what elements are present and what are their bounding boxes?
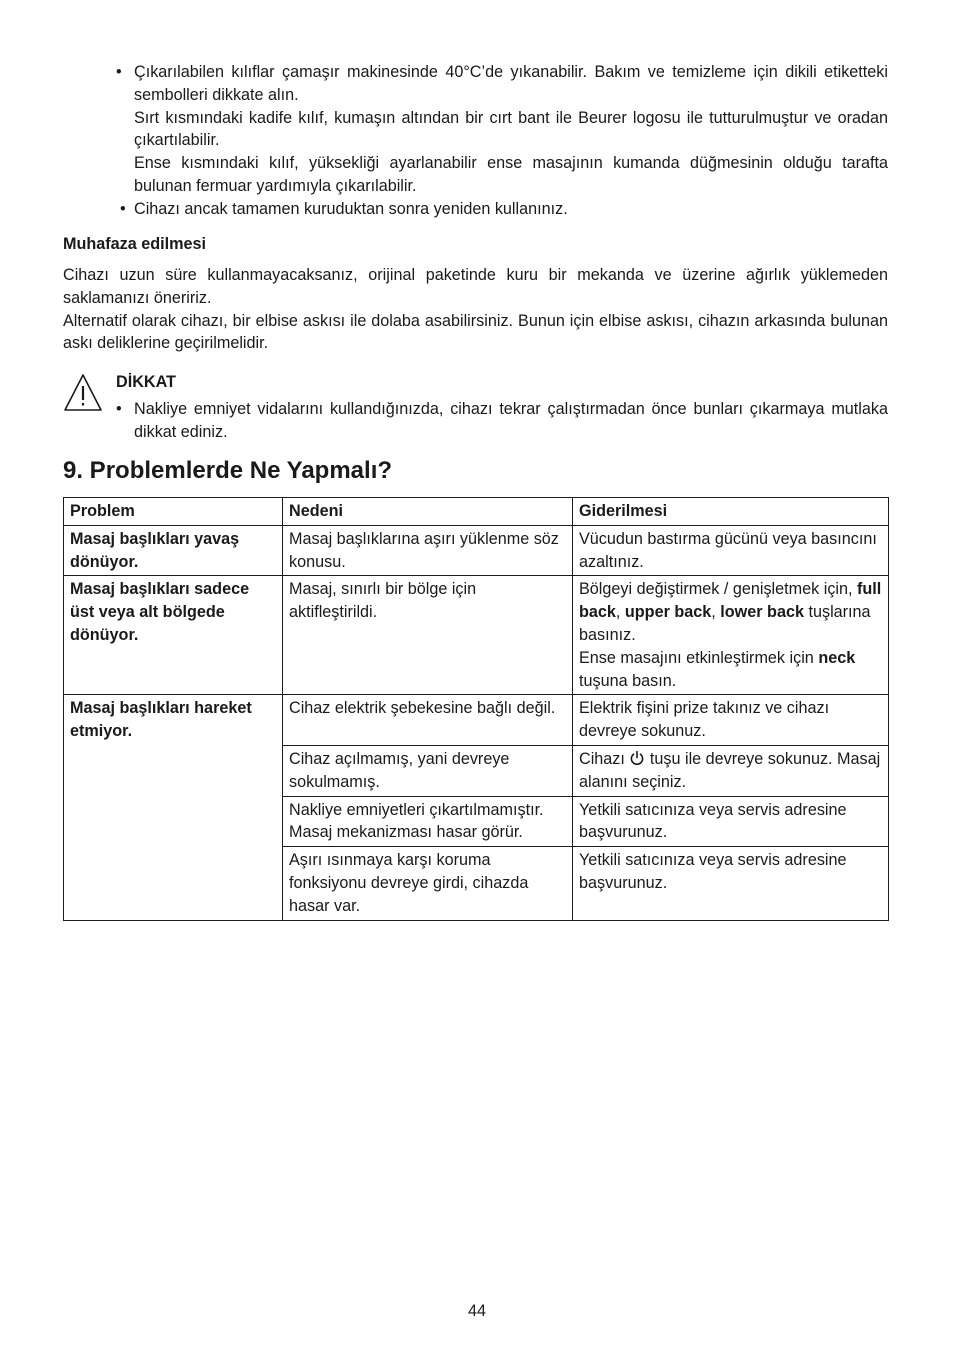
- header-cause: Nedeni: [283, 498, 573, 526]
- fix-cell: Vücudun bastırma gücünü veya basıncını azaltınız.: [573, 525, 889, 576]
- key-upper-back: upper back: [624, 603, 712, 622]
- fix-text: Bölgeyi değiştirmek / genişletmek için,: [579, 580, 853, 599]
- table-row: [64, 576, 889, 695]
- storage-paragraph-2: Alternatif olarak cihazı, bir elbise askısı ile dolaba asabilirsiniz. Bunun için elbise askısı, cihazın arkasında bulunan askı deliklerine geçirilmelidir.: [63, 311, 888, 353]
- page-number: 44: [467, 1302, 486, 1320]
- power-icon: [629, 750, 645, 766]
- fix-cell: Yetkili satıcınıza veya servis adresine başvurunuz.: [573, 847, 889, 920]
- fix-text: Ense masajını etkinleştirmek için: [579, 648, 814, 667]
- troubleshooting-table: [63, 497, 889, 921]
- care-bullet-item: [63, 61, 888, 198]
- separator: ,: [615, 603, 621, 622]
- bullet-mark: •: [116, 63, 122, 81]
- warning-title: DİKKAT: [116, 373, 176, 391]
- fix-text: tuşlarına basınız.: [579, 603, 871, 644]
- care-text-4: Cihazı ancak tamamen kuruduktan sonra yeniden kullanınız.: [134, 199, 568, 218]
- cause-cell: Cihaz açılmamış, yani devreye sokulmamış.: [283, 745, 573, 796]
- header-problem: Problem: [64, 498, 283, 526]
- fix-text: tuşu ile devreye sokunuz. Masaj alanını seçiniz.: [579, 749, 881, 791]
- problem-cell: Masaj başlıkları sadece üst veya alt bölgede dönüyor.: [64, 576, 283, 695]
- care-bullet-item: [63, 198, 888, 221]
- fix-text: tuşuna basın.: [579, 671, 677, 690]
- header-fix: Giderilmesi: [573, 498, 889, 526]
- fix-text: Cihazı: [579, 749, 625, 768]
- care-bullet-list: [63, 61, 888, 221]
- care-text-3: Ense kısmındaki kılıf, yüksekliği ayarlanabilir ense masajının kumanda düğmesinin olduğu tarafta bulunan fermuar yardımıyla çıkarılabilir.: [134, 154, 888, 195]
- key-lower-back: lower back: [720, 603, 804, 622]
- care-text-1: Çıkarılabilen kılıflar çamaşır makinesinde 40°C’de yıkanabilir. Bakım ve temizleme için dikili etiketteki sembolleri dikkate alın.: [134, 63, 888, 104]
- cause-cell: Nakliye emniyetleri çıkartılmamıştır. Masaj mekanizması hasar görür.: [283, 796, 573, 847]
- problem-cell: Masaj başlıkları yavaş dönüyor.: [64, 525, 283, 576]
- cause-cell: Cihaz elektrik şebekesine bağlı değil.: [283, 695, 573, 746]
- warning-triangle-icon: [63, 373, 103, 413]
- fix-cell: Yetkili satıcınıza veya servis adresine başvurunuz.: [573, 796, 889, 847]
- bullet-mark: •: [116, 400, 122, 418]
- table-row: [64, 525, 889, 576]
- separator: ,: [711, 603, 716, 622]
- fix-cell: [573, 576, 889, 695]
- storage-heading: Muhafaza edilmesi: [63, 235, 207, 253]
- problem-cell: Masaj başlıkları hareket etmiyor.: [64, 695, 283, 920]
- chapter-title: 9. Problemlerde Ne Yapmalı?: [63, 457, 393, 484]
- key-full-back: full back: [579, 580, 882, 622]
- cause-cell: Aşırı ısınmaya karşı koruma fonksiyonu devreye girdi, cihazda hasar var.: [283, 847, 573, 920]
- storage-paragraph-1: Cihazı uzun süre kullanmayacaksanız, orijinal paketinde kuru bir mekanda ve üzerine ağırlık yüklemeden saklamanızı öneririz.: [63, 266, 888, 307]
- care-text-2: Sırt kısmındaki kadife kılıf, kumaşın altından bir cırt bant ile Beurer logosu ile tutturulmuştur ve oradan çıkartılabilir.: [134, 108, 888, 150]
- warning-item: [116, 398, 888, 444]
- fix-cell: Elektrik fişini prize takınız ve cihazı devreye sokunuz.: [573, 695, 889, 746]
- warning-text: Nakliye emniyet vidalarını kullandığınızda, cihazı tekrar çalıştırmadan önce bunları çıkarmaya mutlaka dikkat ediniz.: [134, 400, 888, 441]
- table-header-row: [64, 498, 889, 526]
- bullet-mark: •: [120, 199, 126, 218]
- storage-text: [63, 264, 888, 355]
- fix-cell: [573, 745, 889, 796]
- cause-cell: Masaj, sınırlı bir bölge için aktifleştirildi.: [283, 576, 573, 695]
- key-neck: neck: [818, 648, 856, 667]
- cause-cell: Masaj başlıklarına aşırı yüklenme söz konusu.: [283, 525, 573, 576]
- table-row: [64, 695, 889, 746]
